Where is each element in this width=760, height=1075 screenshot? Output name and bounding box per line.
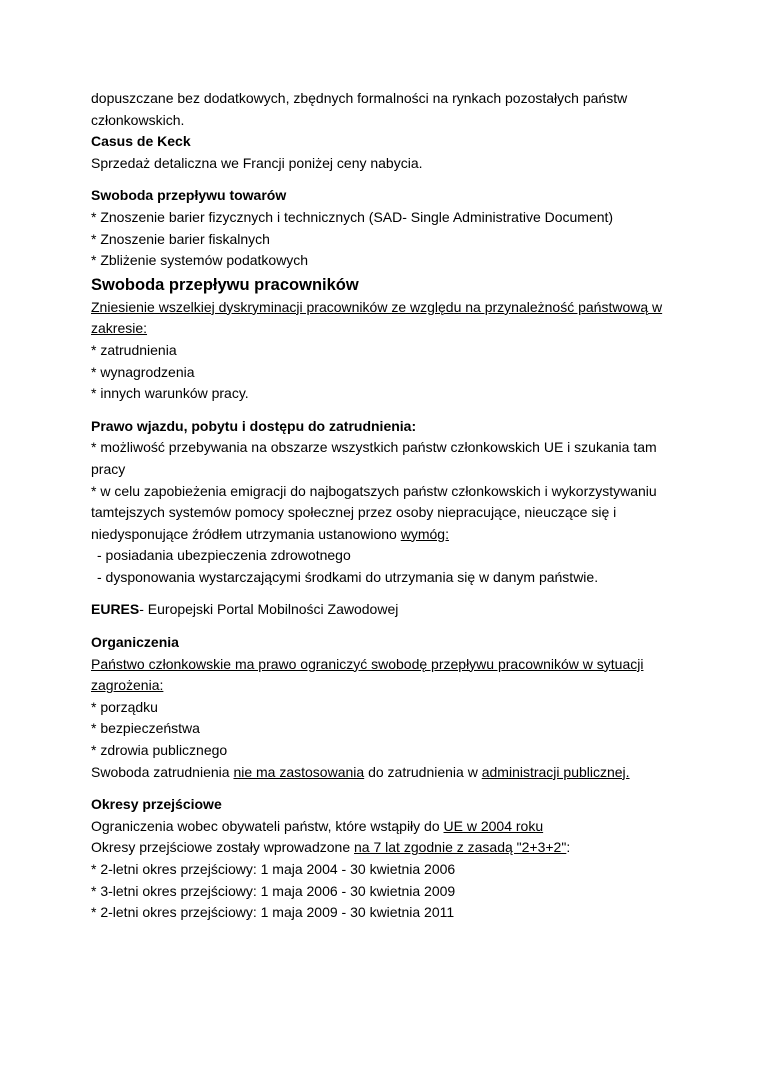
entry-requirement-text: niedysponujące źródłem utrzymania ustanowiono [91,525,401,542]
limits-item: * porządku [91,698,158,715]
eures-description: - Europejski Portal Mobilności Zawodowej [139,601,399,618]
workers-lead-line-1: Zniesienie wszelkiej dyskryminacji pracowników ze względu na przynależność państwową w [91,298,663,315]
transition-item: * 3-letni okres przejściowy: 1 maja 2006 - 30 kwietnia 2009 [91,882,456,899]
goods-heading: Swoboda przepływu towarów [91,187,287,204]
workers-item: * innych warunków pracy. [91,385,249,402]
spacer [91,174,711,185]
entry-requirement-word: wymóg: [400,525,449,542]
transition-item: * 2-letni okres przejściowy: 1 maja 2009 - 30 kwietnia 2011 [91,904,455,921]
keck-text: Sprzedaż detaliczna we Francji poniżej ceny nabycia. [91,154,423,171]
intro-line-2: członkowskich. [91,111,185,128]
transition-text: : [566,839,571,856]
limits-heading: Organiczenia [91,634,179,651]
limits-lead-line-1: Państwo członkowskie ma prawo ograniczyć swobodę przepływu pracowników w sytuacji [91,655,644,672]
transition-line-1 [91,816,711,838]
limits-item: * zdrowia publicznego [91,742,228,759]
transition-text: Okresy przejściowe zostały wprowadzone [91,839,354,856]
transition-item: * 2-letni okres przejściowy: 1 maja 2004 - 30 kwietnia 2006 [91,861,456,877]
goods-item: * Zbliżenie systemów podatkowych [91,252,309,269]
keck-heading: Casus de Keck [91,133,191,150]
intro-line-1: dopuszczane bez dodatkowych, zbędnych formalności na rynkach pozostałych państw [91,90,628,106]
eures-line [91,599,711,621]
spacer [91,405,711,416]
entry-point-2-line-2: tamtejszych systemów pomocy społecznej przez osoby niepracujące, nieuczące się i [91,504,617,521]
entry-heading: Prawo wjazdu, pobytu i dostępu do zatrudnienia: [91,417,417,434]
transition-underlined: UE w 2004 roku [443,817,544,834]
document-page [91,88,711,924]
workers-heading: Swoboda przepływu pracowników [91,275,359,294]
goods-item: * Znoszenie barier fiskalnych [91,230,270,247]
goods-item: * Znoszenie barier fizycznych i technicznych (SAD- Single Administrative Document) [91,208,614,225]
entry-point-1-line-2: pracy [91,460,126,477]
limits-lead-line-2: zagrożenia: [91,677,164,694]
transition-underlined: na 7 lat zgodnie z zasadą "2+3+2" [354,839,567,856]
entry-sub-item: - posiadania ubezpieczenia zdrowotnego [97,547,351,564]
eures-acronym: EURES [91,601,140,618]
workers-lead-line-2: zakresie: [91,320,148,337]
workers-item: * wynagrodzenia [91,363,195,380]
limits-last-line [91,762,711,784]
transition-line-2 [91,837,711,859]
limits-item: * bezpieczeństwa [91,720,200,737]
limits-last-part: Swoboda zatrudnienia [91,763,234,780]
entry-point-2-line-1: * w celu zapobieżenia emigracji do najbogatszych państw członkowskich i wykorzystywaniu [91,482,657,499]
transition-text: Ograniczenia wobec obywateli państw, które wstąpiły do [91,817,444,834]
spacer [91,783,711,794]
spacer [91,621,711,632]
entry-point-1-line-1: * możliwość przebywania na obszarze wszystkich państw członkowskich UE i szukania tam [91,439,657,456]
spacer [91,588,711,599]
entry-point-2-line-3 [91,524,711,546]
transition-heading: Okresy przejściowe [91,796,222,813]
limits-last-part: do zatrudnienia w [364,763,482,780]
workers-item: * zatrudnienia [91,341,177,358]
limits-last-underlined: administracji publicznej. [481,763,630,780]
limits-last-underlined: nie ma zastosowania [233,763,365,780]
entry-sub-item: - dysponowania wystarczającymi środkami do utrzymania się w danym państwie. [97,568,599,585]
